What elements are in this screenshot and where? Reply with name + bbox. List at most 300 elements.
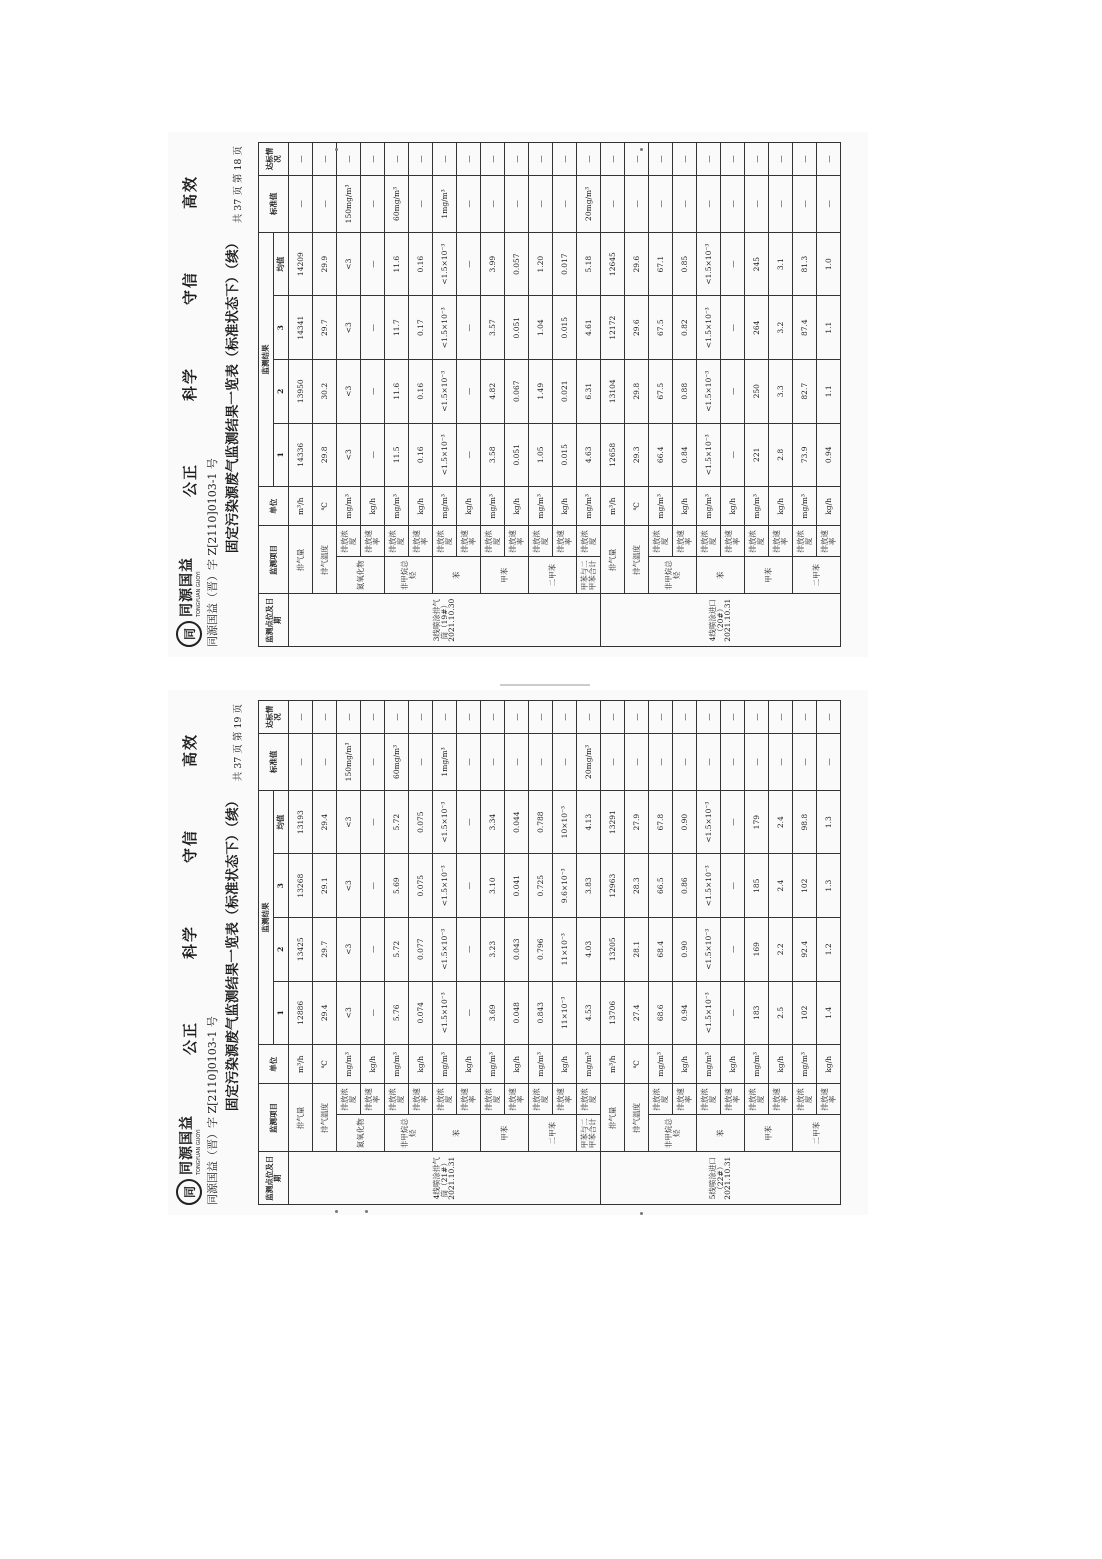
ok-cell: —	[457, 143, 481, 176]
sub-item-cell: 排放浓度	[697, 526, 721, 557]
ok-cell: —	[385, 143, 409, 176]
avg-cell: 0.788	[529, 790, 553, 854]
ok-cell: —	[817, 143, 841, 176]
ok-cell: —	[481, 701, 505, 734]
company-name-block	[176, 557, 202, 621]
ok-cell: —	[529, 143, 553, 176]
unit-cell: kg/h	[673, 487, 697, 526]
avg-cell: 11.6	[385, 232, 409, 296]
v1-cell: 13706	[601, 981, 625, 1045]
header-row	[259, 143, 274, 647]
header-item: 监测项目	[259, 1084, 289, 1152]
std-cell: —	[409, 733, 433, 790]
unit-cell: mg/m³	[793, 487, 817, 526]
ok-cell: —	[673, 143, 697, 176]
avg-cell: 5.18	[577, 232, 601, 296]
std-cell: 60mg/m³	[385, 175, 409, 232]
ok-cell: —	[769, 701, 793, 734]
v1-cell: 221	[745, 423, 769, 487]
item-cell: 甲苯与二甲苯合计	[577, 557, 601, 594]
sub-item-cell: 排放浓度	[337, 526, 361, 557]
v1-cell: 2.5	[769, 981, 793, 1045]
std-cell: —	[505, 175, 529, 232]
v3-cell: —	[457, 854, 481, 918]
v2-cell: 5.72	[385, 917, 409, 981]
unit-cell: kg/h	[817, 1045, 841, 1084]
std-cell: —	[505, 733, 529, 790]
ok-cell: —	[625, 701, 649, 734]
v2-cell: —	[721, 917, 745, 981]
v2-cell: 0.88	[673, 359, 697, 423]
motto-word: 守信	[180, 828, 199, 863]
sub-item-cell: 排放速率	[505, 1084, 529, 1115]
unit-cell: mg/m³	[337, 1045, 361, 1084]
v3-cell: 185	[745, 854, 769, 918]
avg-cell: 245	[745, 232, 769, 296]
v3-cell: 12172	[601, 296, 625, 360]
v1-cell: 3.69	[481, 981, 505, 1045]
report-number: 同源国益（晋）字 Z[2110]0103-1 号	[206, 458, 219, 647]
item-cell: 非甲烷总烃	[385, 557, 433, 594]
header-result: 监测结果	[259, 790, 274, 1044]
page-info: 共 37 页 第 18 页	[233, 146, 244, 224]
unit-cell: kg/h	[673, 1045, 697, 1084]
scan-speck	[335, 148, 338, 151]
std-cell: —	[817, 733, 841, 790]
unit-cell: mg/m³	[649, 487, 673, 526]
table-title: 固定污染源废气监测结果一览表（标准状态下）（续）	[225, 793, 241, 1112]
ok-cell: —	[601, 701, 625, 734]
table-row	[625, 701, 649, 1205]
v1-cell: 0.015	[553, 423, 577, 487]
v2-cell: —	[457, 359, 481, 423]
item-cell: 甲苯	[745, 1115, 793, 1152]
sub-item-cell: 排放浓度	[793, 526, 817, 557]
sub-item-cell: 排放速率	[361, 526, 385, 557]
unit-cell: mg/m³	[529, 487, 553, 526]
header-compliance: 达标情况	[259, 701, 289, 734]
unit-cell: mg/m³	[529, 1045, 553, 1084]
avg-cell: 0.017	[553, 232, 577, 296]
item-cell: 排气温度	[625, 1084, 649, 1152]
v1-cell: 0.843	[529, 981, 553, 1045]
avg-cell: 4.13	[577, 790, 601, 854]
v1-cell: 12886	[289, 981, 313, 1045]
v3-cell: 3.57	[481, 296, 505, 360]
v1-cell: —	[457, 981, 481, 1045]
scan-speck	[335, 1210, 338, 1213]
avg-cell: 0.044	[505, 790, 529, 854]
avg-cell: <1.5×10⁻³	[433, 790, 457, 854]
sub-item-cell: 排放浓度	[481, 526, 505, 557]
report-page-18	[168, 132, 868, 657]
ok-cell: —	[769, 143, 793, 176]
unit-cell: kg/h	[721, 487, 745, 526]
header-r2: 2	[274, 917, 289, 981]
std-cell: —	[481, 733, 505, 790]
avg-cell: 0.075	[409, 790, 433, 854]
ok-cell: —	[409, 143, 433, 176]
v2-cell: 13104	[601, 359, 625, 423]
v1-cell: <1.5×10⁻³	[697, 981, 721, 1045]
sub-item-cell: 排放速率	[721, 526, 745, 557]
table-row	[433, 143, 457, 647]
unit-cell: kg/h	[769, 1045, 793, 1084]
table-row	[385, 701, 409, 1205]
header-compliance: 达标情况	[259, 143, 289, 176]
v3-cell: 14341	[289, 296, 313, 360]
unit-cell: mg/m³	[577, 1045, 601, 1084]
v1-cell: 4.53	[577, 981, 601, 1045]
v2-cell: 11.6	[385, 359, 409, 423]
v2-cell: 28.1	[625, 917, 649, 981]
ok-cell: —	[433, 701, 457, 734]
v3-cell: 5.69	[385, 854, 409, 918]
std-cell: —	[529, 175, 553, 232]
header-avg: 均值	[274, 790, 289, 854]
avg-cell: 10×10⁻³	[553, 790, 577, 854]
header-location: 监测点位及日期	[259, 594, 289, 647]
v2-cell: 13425	[289, 917, 313, 981]
v3-cell: 0.82	[673, 296, 697, 360]
v2-cell: 0.043	[505, 917, 529, 981]
ok-cell: —	[433, 143, 457, 176]
v1-cell: 1.4	[817, 981, 841, 1045]
std-cell: 20mg/m³	[577, 733, 601, 790]
table-row	[745, 701, 769, 1205]
v1-cell: 0.16	[409, 423, 433, 487]
report-number: 同源国益（晋）字 Z[2110]0103-1 号	[206, 1016, 219, 1205]
ok-cell: —	[745, 143, 769, 176]
item-cell: 二甲苯	[793, 557, 841, 594]
avg-cell: 0.85	[673, 232, 697, 296]
v1-cell: 0.94	[673, 981, 697, 1045]
table-row	[529, 143, 553, 647]
v2-cell: 11×10⁻³	[553, 917, 577, 981]
v3-cell: —	[361, 854, 385, 918]
std-cell: —	[649, 175, 673, 232]
v1-cell: <3	[337, 981, 361, 1045]
v2-cell: 250	[745, 359, 769, 423]
std-cell: —	[697, 733, 721, 790]
table-row	[385, 143, 409, 647]
v1-cell: 3.58	[481, 423, 505, 487]
v3-cell: <1.5×10⁻³	[697, 296, 721, 360]
unit-cell: mg/m³	[385, 1045, 409, 1084]
header-r3: 3	[274, 854, 289, 918]
v1-cell: —	[457, 423, 481, 487]
v2-cell: —	[361, 359, 385, 423]
scan-speck	[640, 148, 643, 151]
avg-cell: —	[361, 232, 385, 296]
table-row	[577, 143, 601, 647]
ok-cell: —	[649, 143, 673, 176]
v2-cell: 1.1	[817, 359, 841, 423]
std-cell: 20mg/m³	[577, 175, 601, 232]
header-r1: 1	[274, 423, 289, 487]
v1-cell: 102	[793, 981, 817, 1045]
v2-cell: 0.067	[505, 359, 529, 423]
v2-cell: <1.5×10⁻³	[697, 917, 721, 981]
v1-cell: <3	[337, 423, 361, 487]
item-cell: 二甲苯	[529, 1115, 577, 1152]
sub-item-cell: 排放浓度	[697, 1084, 721, 1115]
v1-cell: 73.9	[793, 423, 817, 487]
v3-cell: <1.5×10⁻³	[433, 854, 457, 918]
sub-item-cell: 排放浓度	[649, 1084, 673, 1115]
v1-cell: 11×10⁻³	[553, 981, 577, 1045]
v1-cell: 29.3	[625, 423, 649, 487]
motto-word: 科学	[180, 924, 199, 959]
motto-word: 公正	[180, 462, 199, 497]
monitoring-results-table	[258, 700, 841, 1205]
unit-cell: mg/m³	[745, 487, 769, 526]
v3-cell: 3.2	[769, 296, 793, 360]
item-cell: 甲苯	[481, 557, 529, 594]
std-cell: —	[673, 733, 697, 790]
ok-cell: —	[697, 701, 721, 734]
table-row	[529, 701, 553, 1205]
unit-cell: mg/m³	[433, 487, 457, 526]
v1-cell: 14336	[289, 423, 313, 487]
unit-cell: m³/h	[601, 487, 625, 526]
avg-cell: <1.5×10⁻³	[697, 232, 721, 296]
std-cell: —	[289, 733, 313, 790]
v3-cell: 3.10	[481, 854, 505, 918]
header-unit: 单位	[259, 1045, 289, 1084]
v3-cell: 102	[793, 854, 817, 918]
table-row	[649, 701, 673, 1205]
sub-item-cell: 排放浓度	[745, 526, 769, 557]
sub-item-cell: 排放浓度	[481, 1084, 505, 1115]
v3-cell: 264	[745, 296, 769, 360]
std-cell: —	[409, 175, 433, 232]
table-row	[697, 143, 721, 647]
v2-cell: <3	[337, 917, 361, 981]
std-cell: —	[457, 175, 481, 232]
sub-item-cell: 排放速率	[817, 526, 841, 557]
unit-cell: ℃	[313, 487, 337, 526]
v2-cell: 30.2	[313, 359, 337, 423]
location-cell: 4线喷涂排气筒（21#）2021.10.31	[289, 1152, 601, 1205]
avg-cell: <1.5×10⁻³	[433, 232, 457, 296]
table-row	[481, 701, 505, 1205]
item-cell: 排气量	[601, 526, 625, 594]
v3-cell: 0.015	[553, 296, 577, 360]
v2-cell: 0.021	[553, 359, 577, 423]
avg-cell: 98.8	[793, 790, 817, 854]
rotated-sheet	[168, 132, 868, 657]
ok-cell: —	[385, 701, 409, 734]
ok-cell: —	[649, 701, 673, 734]
motto-word: 公正	[180, 1020, 199, 1055]
v1-cell: —	[361, 423, 385, 487]
v2-cell: 4.03	[577, 917, 601, 981]
ok-cell: —	[817, 701, 841, 734]
v2-cell: 169	[745, 917, 769, 981]
v3-cell: 3.83	[577, 854, 601, 918]
unit-cell: m³/h	[601, 1045, 625, 1084]
std-cell: —	[313, 175, 337, 232]
v3-cell: <3	[337, 296, 361, 360]
sub-item-cell: 排放速率	[673, 526, 697, 557]
v1-cell: 0.048	[505, 981, 529, 1045]
std-cell: —	[601, 733, 625, 790]
sub-item-cell: 排放速率	[361, 1084, 385, 1115]
company-name: 同源国益	[179, 557, 195, 617]
motto-word: 高效	[180, 174, 199, 209]
header-r1: 1	[274, 981, 289, 1045]
std-cell: 60mg/m³	[385, 733, 409, 790]
v2-cell: 3.3	[769, 359, 793, 423]
v3-cell: 0.051	[505, 296, 529, 360]
table-row	[697, 701, 721, 1205]
v2-cell: —	[721, 359, 745, 423]
ok-cell: —	[457, 701, 481, 734]
ok-cell: —	[793, 701, 817, 734]
item-cell: 非甲烷总烃	[649, 557, 697, 594]
std-cell: —	[769, 733, 793, 790]
v1-cell: 4.63	[577, 423, 601, 487]
v1-cell: <1.5×10⁻³	[433, 981, 457, 1045]
v2-cell: 0.796	[529, 917, 553, 981]
sub-item-cell: 排放浓度	[577, 526, 601, 557]
v2-cell: <1.5×10⁻³	[433, 917, 457, 981]
company-motto	[179, 733, 200, 1055]
avg-cell: 0.16	[409, 232, 433, 296]
unit-cell: mg/m³	[697, 487, 721, 526]
v3-cell: 28.3	[625, 854, 649, 918]
std-cell: —	[481, 175, 505, 232]
v2-cell: <1.5×10⁻³	[697, 359, 721, 423]
std-cell: —	[361, 733, 385, 790]
item-cell: 氮氧化物	[337, 1115, 385, 1152]
sub-item-cell: 排放浓度	[433, 1084, 457, 1115]
header-r2: 2	[274, 359, 289, 423]
std-cell: —	[361, 175, 385, 232]
v3-cell: 0.725	[529, 854, 553, 918]
v1-cell: 1.05	[529, 423, 553, 487]
unit-cell: kg/h	[409, 487, 433, 526]
header-row	[259, 701, 274, 1205]
unit-cell: kg/h	[457, 1045, 481, 1084]
std-cell: 150mg/m³	[337, 733, 361, 790]
v2-cell: 68.4	[649, 917, 673, 981]
sub-item-cell: 排放速率	[457, 1084, 481, 1115]
table-row	[433, 701, 457, 1205]
std-cell: —	[313, 733, 337, 790]
company-logo-icon: 同	[176, 621, 202, 647]
sub-item-cell: 排放速率	[817, 1084, 841, 1115]
motto-word: 科学	[180, 366, 199, 401]
unit-cell: kg/h	[817, 487, 841, 526]
v3-cell: —	[457, 296, 481, 360]
avg-cell: 81.3	[793, 232, 817, 296]
sub-item-cell: 排放浓度	[385, 1084, 409, 1115]
ok-cell: —	[745, 701, 769, 734]
v1-cell: <1.5×10⁻³	[697, 423, 721, 487]
std-cell: —	[649, 733, 673, 790]
location-cell: 5线喷涂进口（22#）2021.10.31	[601, 1152, 841, 1205]
v1-cell: —	[361, 981, 385, 1045]
v2-cell: 0.077	[409, 917, 433, 981]
table-row	[793, 143, 817, 647]
header-r3: 3	[274, 296, 289, 360]
unit-cell: ℃	[625, 1045, 649, 1084]
company-name-en: TONGYUAN GUOYI	[196, 571, 202, 617]
sub-item-cell: 排放速率	[409, 1084, 433, 1115]
v1-cell: 0.94	[817, 423, 841, 487]
ok-cell: —	[601, 143, 625, 176]
v3-cell: 13268	[289, 854, 313, 918]
std-cell: —	[745, 175, 769, 232]
v3-cell: 1.04	[529, 296, 553, 360]
item-cell: 苯	[697, 557, 745, 594]
ok-cell: —	[793, 143, 817, 176]
ok-cell: —	[673, 701, 697, 734]
v1-cell: —	[721, 423, 745, 487]
item-cell: 甲苯与二甲苯合计	[577, 1115, 601, 1152]
table-title: 固定污染源废气监测结果一览表（标准状态下）（续）	[225, 235, 241, 554]
sub-item-cell: 排放速率	[769, 1084, 793, 1115]
ok-cell: —	[529, 701, 553, 734]
table-row	[313, 143, 337, 647]
sub-item-cell: 排放浓度	[337, 1084, 361, 1115]
avg-cell: 13291	[601, 790, 625, 854]
std-cell: —	[529, 733, 553, 790]
item-cell: 苯	[697, 1115, 745, 1152]
v3-cell: —	[721, 296, 745, 360]
scan-speck	[365, 1210, 368, 1213]
std-cell: 1mg/m³	[433, 175, 457, 232]
ok-cell: —	[313, 143, 337, 176]
v2-cell: 1.2	[817, 917, 841, 981]
v3-cell: 29.6	[625, 296, 649, 360]
v1-cell: 66.4	[649, 423, 673, 487]
page-header	[176, 142, 258, 647]
avg-cell: 12645	[601, 232, 625, 296]
sub-item-cell: 排放速率	[409, 526, 433, 557]
v3-cell: 12963	[601, 854, 625, 918]
avg-cell: 29.9	[313, 232, 337, 296]
ok-cell: —	[337, 701, 361, 734]
v2-cell: 1.49	[529, 359, 553, 423]
ok-cell: —	[289, 143, 313, 176]
header-standard: 标准值	[259, 175, 289, 232]
item-cell: 排气量	[289, 1084, 313, 1152]
ok-cell: —	[361, 701, 385, 734]
v3-cell: 2.4	[769, 854, 793, 918]
avg-cell: 3.1	[769, 232, 793, 296]
company-motto	[179, 175, 200, 497]
std-cell: —	[553, 175, 577, 232]
ok-cell: —	[721, 701, 745, 734]
item-cell: 苯	[433, 1115, 481, 1152]
unit-cell: mg/m³	[433, 1045, 457, 1084]
sub-item-cell: 排放浓度	[793, 1084, 817, 1115]
std-cell: —	[721, 733, 745, 790]
company-name-en: TONGYUAN GUOYI	[196, 1129, 202, 1175]
avg-cell: 179	[745, 790, 769, 854]
unit-cell: kg/h	[457, 487, 481, 526]
table-row	[337, 143, 361, 647]
ok-cell: —	[505, 701, 529, 734]
location-cell: 3线喷涂排气筒（19#）2021.10.30	[289, 594, 601, 647]
monitoring-results-table	[258, 142, 841, 647]
header-standard: 标准值	[259, 733, 289, 790]
std-cell: —	[817, 175, 841, 232]
v1-cell: 11.5	[385, 423, 409, 487]
